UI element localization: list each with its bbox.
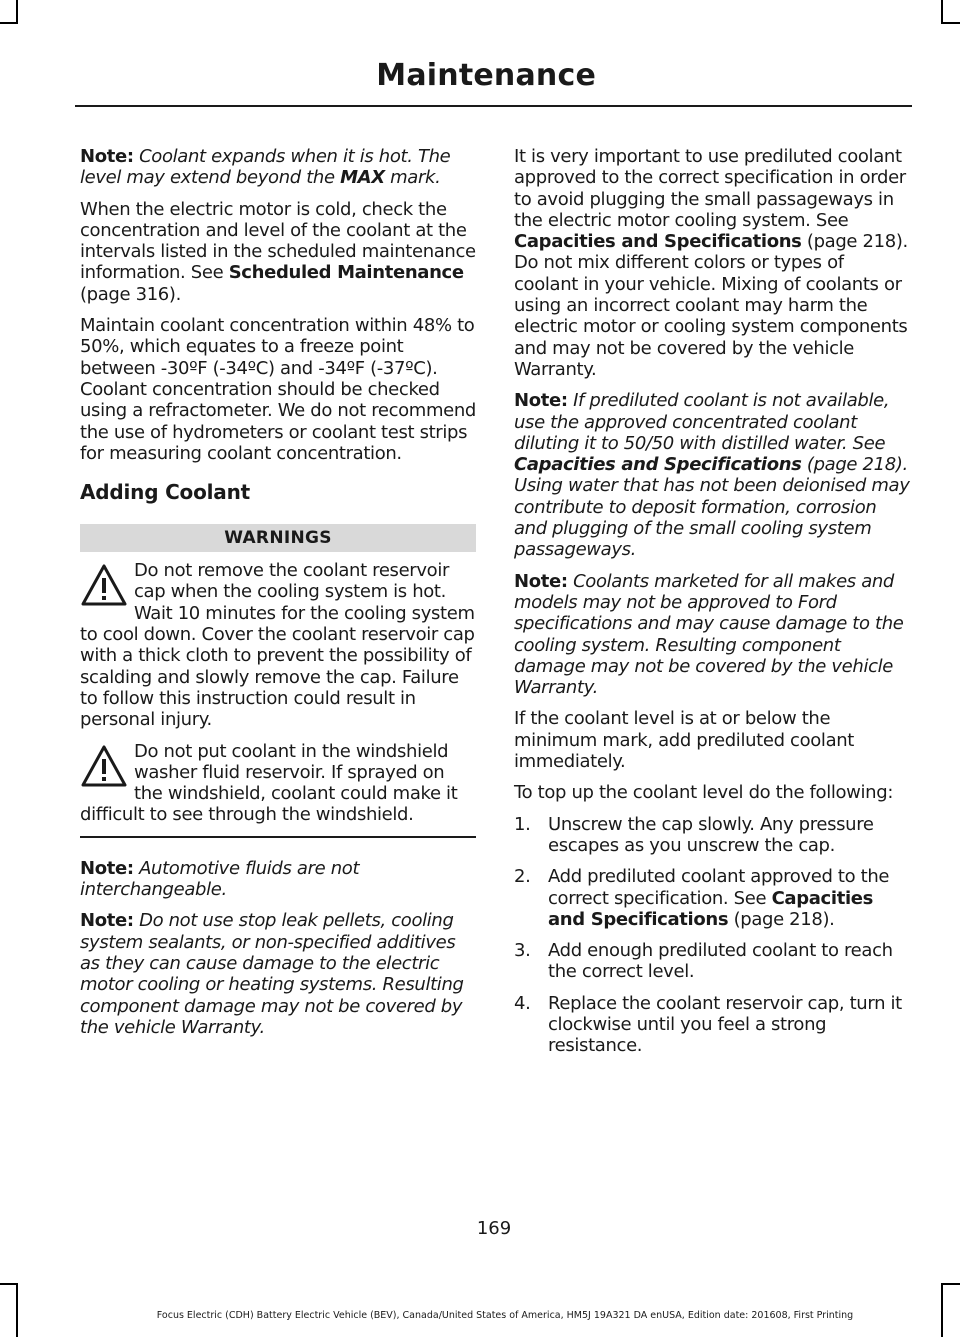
left-column [80, 146, 476, 1048]
crop-mark [941, 22, 960, 24]
note-all-makes-coolants: Note: Coolants marketed for all makes and models may not be approved to Ford specifications and may cause damage to the cooling system. Resulting component damage may not be covered by the vehicle Warranty. [514, 570, 904, 699]
para-level-below-minimum: If the coolant level is at or below the minimum mark, add prediluted coolant immediately. [514, 708, 855, 773]
list-item: 2. Add prediluted coolant approved to the correct specification. See Capacities and Specifications (page 218). [514, 866, 890, 930]
para-concentration-range: Maintain coolant concentration within 48% to 50%, which equates to a freeze point between -30ºF (-34ºC) and -34ºF (-37ºC). Coolant concentration should be checked using a refractometer. We do not recommend the use of hydrometers or coolant test strips for measuring coolant concentration. [80, 315, 477, 464]
crop-mark [0, 1283, 18, 1285]
crop-mark [941, 1283, 960, 1285]
link-capacities-specifications[interactable]: Capacities and Specifications [514, 231, 802, 253]
section-heading: Adding Coolant [80, 480, 250, 505]
crop-mark [941, 1283, 943, 1337]
warnings-divider [80, 836, 476, 838]
warning-triangle-icon [80, 562, 128, 610]
note-stop-leak: Note: Do not use stop leak pellets, cooling system sealants, or non-specified additives as they can cause damage to the electric motor cooling or heating systems. Resulting component damage may not be covered by the vehicle Warranty. [80, 910, 464, 1038]
note-coolant-expands: Note: Coolant expands when it is hot. The level may extend beyond the MAX mark. [80, 146, 451, 189]
crop-mark [16, 0, 18, 24]
page-number: 169 [476, 1218, 512, 1239]
crop-mark [0, 22, 18, 24]
header-divider [75, 105, 912, 107]
para-top-up-intro: To top up the coolant level do the following: [514, 782, 894, 804]
warnings-header: WARNINGS [80, 524, 476, 552]
para-prediluted-coolant: It is very important to use prediluted coolant approved to the correct specification in order to avoid plugging the small passageways in the electric motor cooling system. See Capacities and Specifications (page 218). Do not mix different colors or types of coolant in your vehicle. Mixing of coolants or using an incorrect coolant may harm the electric motor or cooling system components and may not be covered by the vehicle Warranty. [514, 146, 908, 380]
link-capacities-specifications[interactable]: Capacities and Specifications [548, 887, 873, 930]
top-up-steps [514, 814, 910, 1057]
link-capacities-specifications[interactable]: Capacities and Specifications [514, 454, 802, 476]
warning-triangle-icon [80, 743, 128, 791]
footer-edition-info: Focus Electric (CDH) Battery Electric Vehicle (BEV), Canada/United States of America, HM5J 19A321 DA enUSA, Edition date: 201608, First Printing [156, 1310, 854, 1321]
crop-mark [941, 0, 943, 24]
list-item: 1. Unscrew the cap slowly. Any pressure escapes as you unscrew the cap. [514, 813, 874, 856]
warning-windshield-reservoir: Do not put coolant in the windshield washer fluid reservoir. If sprayed on the windshield, coolant could make it difficult to see through the windshield. [80, 740, 458, 826]
crop-mark [16, 1283, 18, 1337]
link-scheduled-maintenance[interactable]: Scheduled Maintenance [228, 262, 464, 284]
right-column [514, 146, 910, 1067]
page-title: Maintenance [376, 58, 596, 93]
note-concentrated-coolant: Note: If prediluted coolant is not available, use the approved concentrated coolant diluting it to 50/50 with distilled water. See Capacities and Specifications (page 218). Using water that has not been deionised may contribute to deposit formation, corrosion and plugging of the small cooling system passageways. [514, 390, 910, 561]
list-item: 4. Replace the coolant reservoir cap, turn it clockwise until you feel a strong resistance. [514, 992, 902, 1057]
para-check-concentration: When the electric motor is cold, check the concentration and level of the coolant at the intervals listed in the scheduled maintenance information. See Scheduled Maintenance (page 316). [80, 198, 476, 305]
warning-hot-cap: Do not remove the coolant reservoir cap when the cooling system is hot. Wait 10 minutes for the cooling system to cool down. Cover the coolant reservoir cap with a thick cloth to prevent the possibility of scalding and slowly remove the cap. Failure to follow this instruction could result in personal injury. [80, 560, 475, 731]
note-fluids-not-interchangeable: Note: Automotive fluids are not interchangeable. [80, 857, 360, 901]
list-item: 3. Add enough prediluted coolant to reach the correct level. [514, 940, 893, 983]
